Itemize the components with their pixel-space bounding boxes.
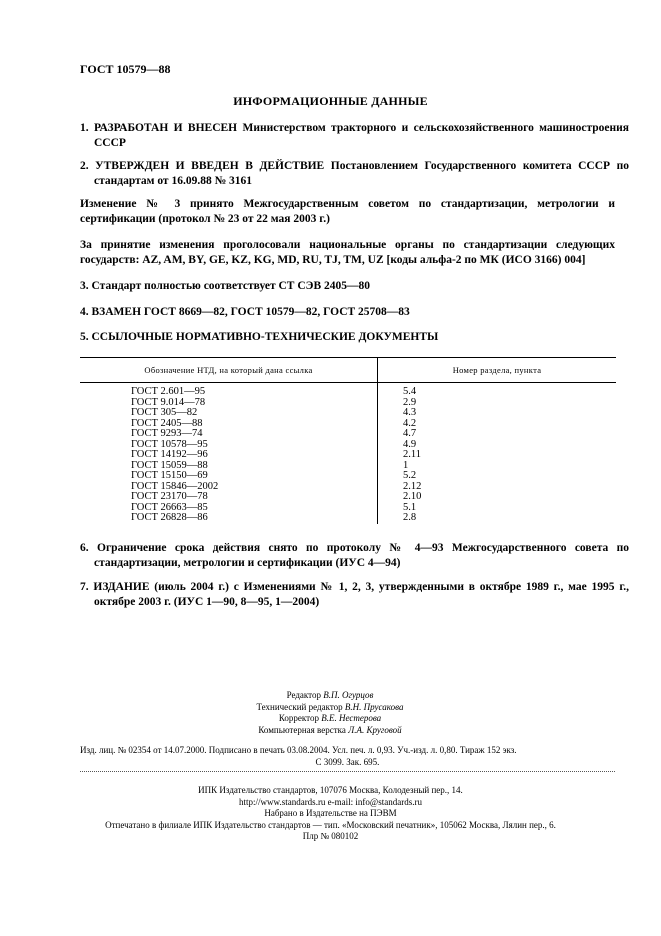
column-header-designation: Обозначение НТД, на который дана ссылка	[80, 358, 378, 383]
ntd-designation: ГОСТ 2405—88	[80, 419, 378, 430]
table-row	[80, 450, 616, 461]
ntd-designation: ГОСТ 15059—88	[80, 461, 378, 472]
item-1: 1. РАЗРАБОТАН И ВНЕСЕН Министерством тракторного и сельскохозяйственного машиностроения СССР	[80, 122, 629, 149]
item-6: 6. Ограничение срока действия снято по протоколу № 4—93 Межгосударственного совета по стандартизации, метрологии и сертификации (ИУС 4—94)	[80, 542, 629, 569]
table-row	[80, 513, 616, 524]
ntd-designation: ГОСТ 10578—95	[80, 440, 378, 451]
imprint-block	[80, 745, 615, 768]
section-number: 2.8	[403, 512, 417, 523]
ntd-designation: ГОСТ 305—82	[80, 408, 378, 419]
publisher-block	[0, 785, 661, 843]
item-2: 2. УТВЕРЖДЕН И ВВЕДЕН В ДЕЙСТВИЕ Постановлением Государственного комитета СССР по стандартам от 16.09.88 № 3161	[80, 160, 629, 187]
publisher-line-3: Набрано в Издательстве на ПЭВМ	[264, 808, 397, 818]
section-number: 4.9	[403, 438, 417, 450]
imprint-line-2: С 3099. Зак. 695.	[315, 756, 380, 767]
credit-tech-editor: Технический редактор В.Н. Прусакова	[256, 701, 404, 712]
credit-layout: Компьютерная верстка Л.А. Круговой	[258, 724, 402, 735]
publisher-line-4: Отпечатано в филиале ИПК Издательство стандартов — тип. «Московский печатник», 105062 Москва, Лялин пер., 6.	[105, 819, 556, 830]
ntd-designation: ГОСТ 26828—86	[80, 513, 378, 524]
section-number: 2.9	[403, 396, 417, 408]
ntd-designation: ГОСТ 15846—2002	[80, 482, 378, 493]
publisher-line-2: http://www.standards.ru e-mail: info@standards.ru	[239, 796, 422, 807]
ntd-designation: ГОСТ 26663—85	[80, 503, 378, 514]
reference-table-body	[80, 383, 616, 524]
reference-table	[80, 357, 616, 524]
section-number: 4.7	[403, 428, 417, 439]
section-number: 2.12	[403, 480, 422, 492]
table-row	[80, 471, 616, 482]
table-row	[80, 408, 616, 419]
section-number: 1	[403, 459, 409, 471]
table-row	[80, 383, 616, 398]
ntd-designation: ГОСТ 23170—78	[80, 492, 378, 503]
credit-editor: Редактор В.П. Огурцов	[286, 690, 374, 700]
section-number: 4.3	[403, 407, 417, 418]
section-number: 5.1	[403, 501, 417, 513]
page-title: ИНФОРМАЦИОННЫЕ ДАННЫЕ	[233, 94, 428, 108]
item-3: 3. Стандарт полностью соответствует СТ СЭВ 2405—80	[80, 280, 371, 292]
change-note: Изменение № 3 принято Межгосударственным советом по стандартизации, метрологии и сертификации (протокол № 23 от 22 мая 2003 г.)	[80, 198, 615, 225]
table-row	[80, 492, 616, 503]
vote-note: За принятие изменения проголосовали национальные органы по стандартизации следующих государств: AZ, AM, BY, GE, KZ, KG, MD, RU, TJ, TM, UZ [коды альфа-2 по МК (ИСО 3166) 004]	[80, 239, 615, 266]
section-number: 2.11	[403, 449, 421, 460]
imprint-line-1: Изд. лиц. № 02354 от 14.07.2000. Подписано в печать 03.08.2004. Усл. печ. л. 0,93. Уч.-изд. л. 0,80. Тираж 152 экз.	[80, 745, 517, 755]
document-number: ГОСТ 10579—88	[80, 62, 171, 76]
item-7: 7. ИЗДАНИЕ (июль 2004 г.) с Изменениями № 1, 2, 3, утвержденными в октябре 1989 г., мае 1995 г., октябре 2003 г. (ИУС 1—90, 8—95, 1—2004)	[80, 581, 629, 608]
ntd-designation: ГОСТ 9293—74	[80, 429, 378, 440]
ntd-designation: ГОСТ 9.014—78	[80, 398, 378, 409]
column-header-section: Номер раздела, пункта	[378, 358, 617, 383]
divider	[80, 771, 615, 772]
item-4: 4. ВЗАМЕН ГОСТ 8669—82, ГОСТ 10579—82, ГОСТ 25708—83	[80, 306, 410, 318]
publisher-line-1: ИПК Издательство стандартов, 107076 Москва, Колодезный пер., 14.	[198, 785, 463, 795]
ntd-designation: ГОСТ 15150—69	[80, 471, 378, 482]
table-row	[80, 429, 616, 440]
section-number: 5.4	[403, 386, 417, 397]
section-number: 2.10	[403, 491, 422, 502]
credits-block	[150, 690, 510, 736]
section-number: 4.2	[403, 417, 417, 429]
credit-corrector: Корректор В.Е. Нестерова	[278, 713, 382, 723]
item-5: 5. ССЫЛОЧНЫЕ НОРМАТИВНО-ТЕХНИЧЕСКИЕ ДОКУМЕНТЫ	[80, 331, 439, 343]
ntd-designation: ГОСТ 2.601—95	[80, 383, 378, 398]
section-number: 5.2	[403, 470, 417, 481]
publisher-line-5: Плр № 080102	[302, 831, 359, 841]
ntd-designation: ГОСТ 14192—96	[80, 450, 378, 461]
